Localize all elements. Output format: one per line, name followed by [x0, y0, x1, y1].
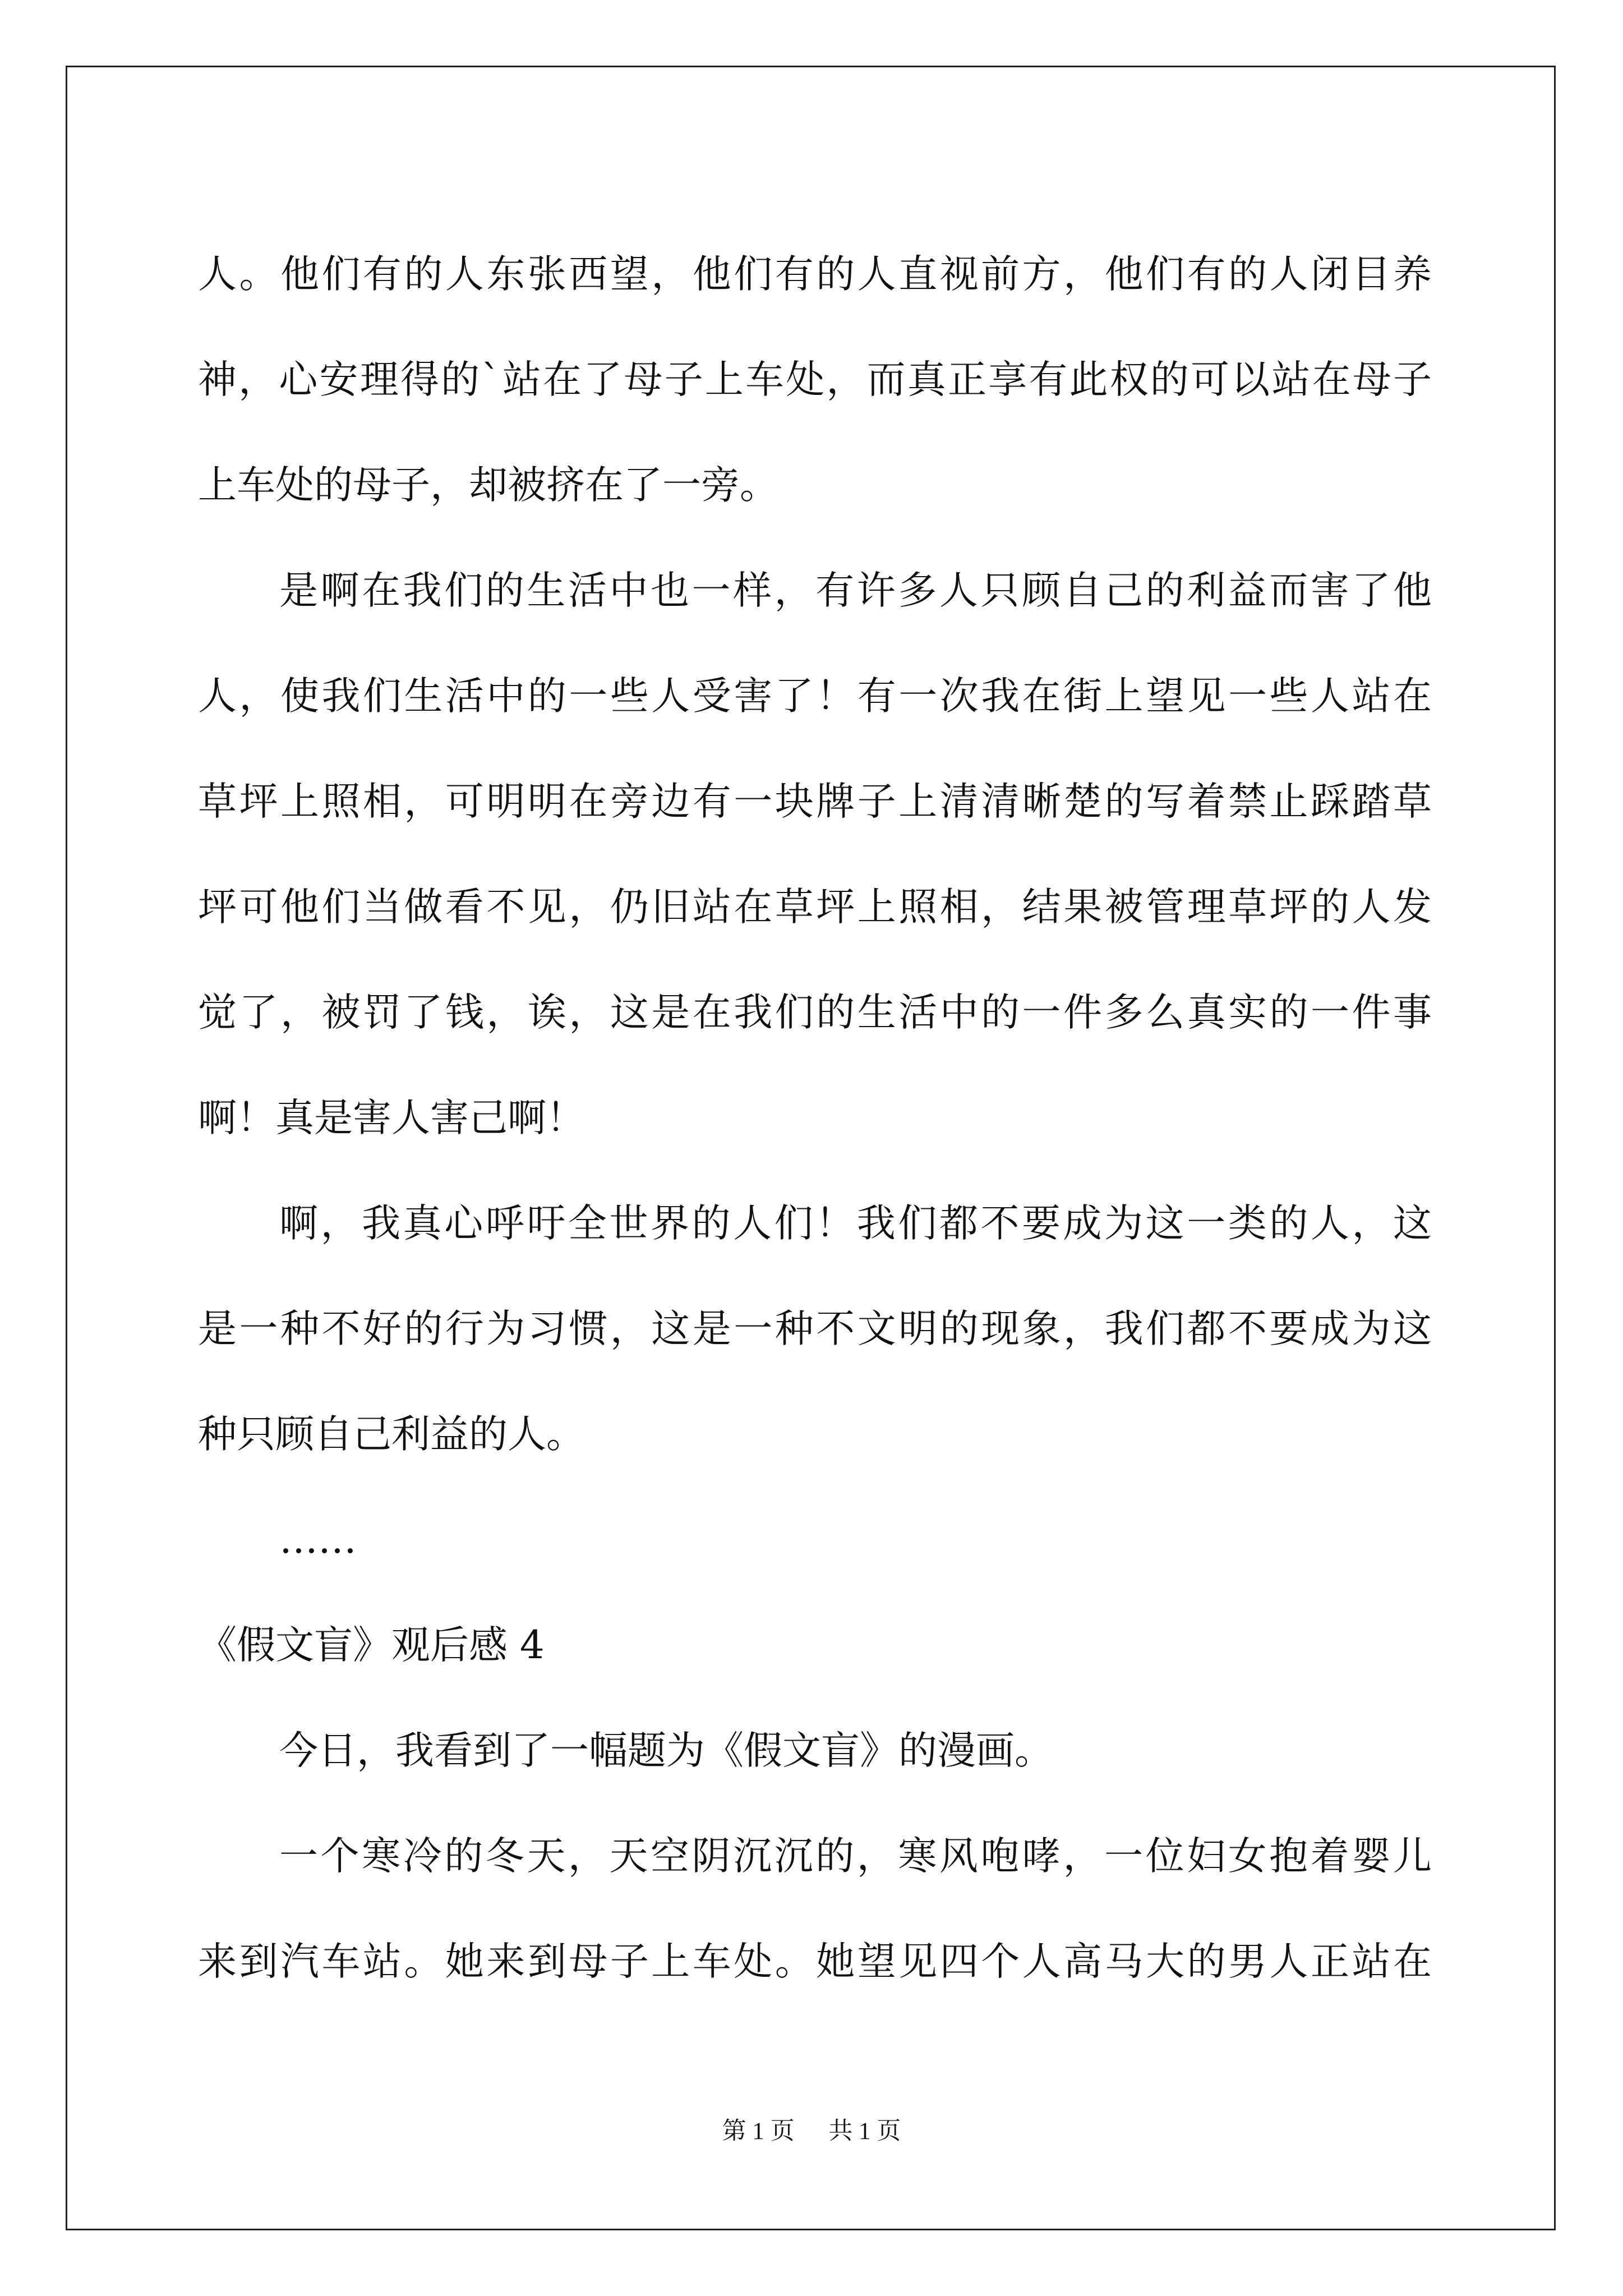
ellipsis-line: ……: [279, 1517, 357, 1562]
text-line: 人，使我们生活中的一些人受害了！有一次我在街上望见一些人站在: [198, 674, 1432, 719]
paragraph-start-line: 啊，我真心呼吁全世界的人们！我们都不要成为这一类的人，这: [279, 1201, 1432, 1246]
text-line: 坪可他们当做看不见，仍旧站在草坪上照相，结果被管理草坪的人发: [198, 885, 1432, 930]
paragraph-start-line: 一个寒冷的冬天，天空阴沉沉的，寒风咆哮，一位妇女抱着婴儿: [279, 1834, 1432, 1879]
text-line: 上车处的母子，却被挤在了一旁。: [198, 463, 778, 508]
page-number: 第 1 页: [722, 2118, 795, 2145]
section-heading: 《假文盲》观后感 4: [198, 1623, 545, 1668]
text-line: 是一种不好的行为习惯，这是一种不文明的现象，我们都不要成为这: [198, 1306, 1432, 1351]
text-line: 种只顾自己利益的人。: [198, 1412, 585, 1457]
document-body: [198, 222, 1432, 2014]
page-footer: [0, 2112, 1623, 2146]
text-line: 草坪上照相，可明明在旁边有一块牌子上清清晰楚的写着禁止踩踏草: [198, 779, 1432, 824]
paragraph-start-line: 今日，我看到了一幅题为《假文盲》的漫画。: [279, 1728, 1053, 1773]
paragraph-start-line: 是啊在我们的生活中也一样，有许多人只顾自己的利益而害了他: [279, 568, 1432, 613]
text-line: 神，心安理得的`站在了母子上车处，而真正享有此权的可以站在母子: [198, 357, 1432, 402]
page-total: 共 1 页: [828, 2118, 901, 2145]
text-line: 觉了，被罚了钱，诶，这是在我们的生活中的一件多么真实的一件事: [198, 990, 1432, 1035]
text-line: 啊！真是害人害己啊！: [198, 1096, 585, 1140]
text-line: 来到汽车站。她来到母子上车处。她望见四个人高马大的男人正站在: [198, 1939, 1432, 1984]
text-line: 人。他们有的人东张西望，他们有的人直视前方，他们有的人闭目养: [198, 252, 1432, 297]
